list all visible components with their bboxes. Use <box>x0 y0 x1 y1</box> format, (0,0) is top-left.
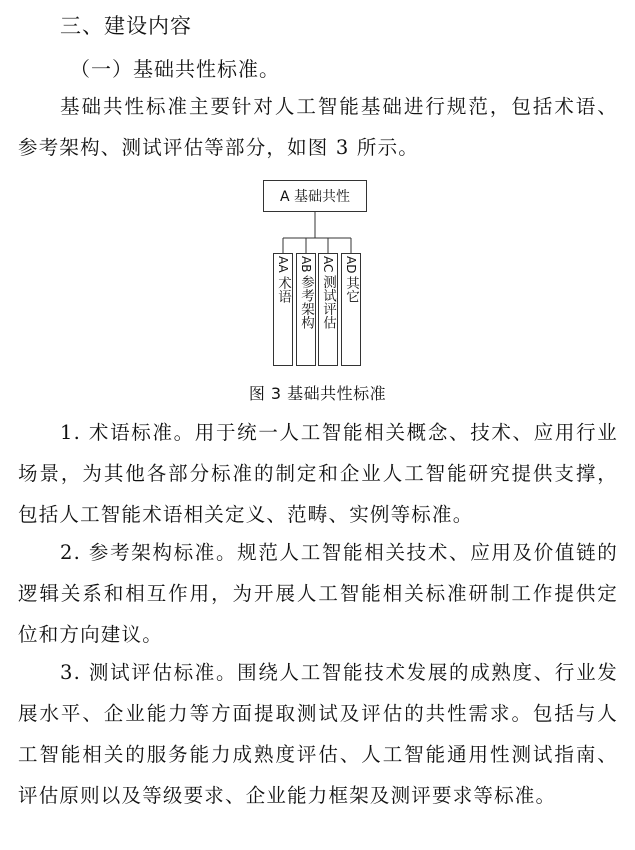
figure-caption: 图 3 基础共性标准 <box>248 384 387 403</box>
diagram-node-ad <box>341 253 361 366</box>
diagram-node-ac <box>318 253 338 366</box>
item-paragraph-testing-evaluation: 3. 测试评估标准。围绕人工智能技术发展的成熟度、行业发展水平、企业能力等方面提取测试及评估的共性需求。包括与人工智能相关的服务能力成熟度评估、人工智能通用性测试指南、评估原则以及等级要求、企业能力框架及测评要求等标准。 <box>18 661 618 807</box>
node-name: 参考架构 <box>298 275 314 330</box>
node-name: 术语 <box>275 275 291 303</box>
subsection-heading: （一）基础共性标准。 <box>70 57 280 81</box>
intro-paragraph: 基础共性标准主要针对人工智能基础进行规范，包括术语、参考架构、测试评估等部分，如图 3 所示。 <box>18 95 618 159</box>
item-paragraph-terminology: 1. 术语标准。用于统一人工智能相关概念、技术、应用行业场景，为其他各部分标准的制定和企业人工智能研究提供支撑，包括人工智能术语相关定义、范畴、实例等标准。 <box>18 421 618 526</box>
node-code: AC <box>321 256 335 273</box>
node-code: AB <box>299 256 313 273</box>
node-name: 测试评估 <box>320 275 336 330</box>
section-heading: 三、建设内容 <box>60 14 192 38</box>
node-name: 其它 <box>343 276 359 304</box>
diagram-root-node: A 基础共性 <box>263 180 367 212</box>
node-code: AD <box>344 256 358 274</box>
diagram-node-aa <box>273 253 293 366</box>
diagram-node-ab <box>296 253 316 366</box>
node-code: AA <box>276 256 290 273</box>
item-paragraph-reference-architecture: 2. 参考架构标准。规范人工智能相关技术、应用及价值链的逻辑关系和相互作用，为开展人工智能相关标准研制工作提供定位和方向建议。 <box>18 541 618 646</box>
